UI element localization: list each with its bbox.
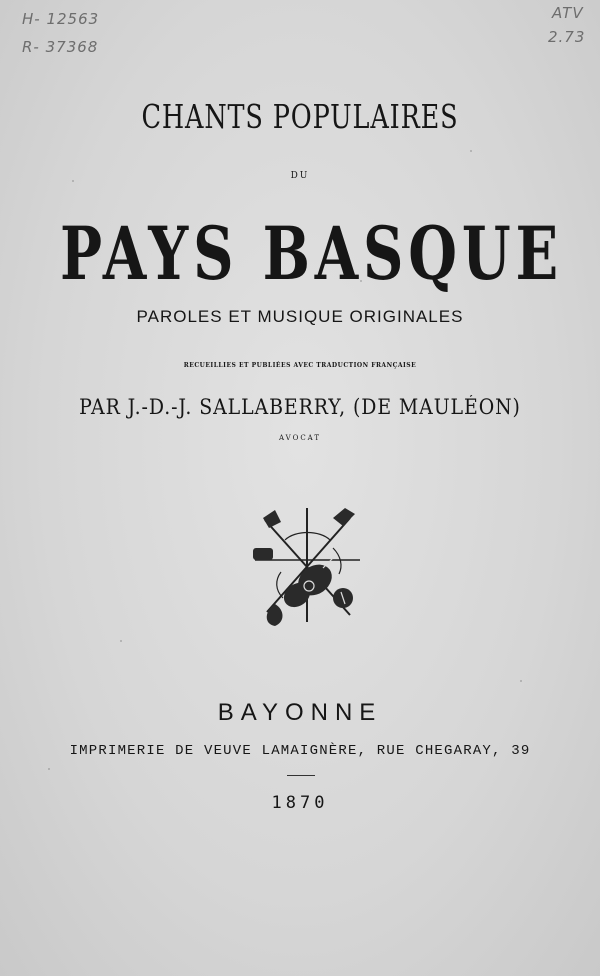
title-connector: DU [290,171,310,181]
subtitle: PAROLES ET MUSIQUE ORIGINALES [136,307,464,326]
divider [287,775,315,776]
collection-note: RECUEILLIES ET PUBLIÉES AVEC TRADUCTION FRANÇAISE [183,362,417,369]
musical-instruments-trophy-icon [245,500,370,630]
paper-speck [520,680,522,682]
author-title: AVOCAT [278,434,322,442]
publisher-city: BAYONNE [217,699,383,726]
publication-year: 1870 [271,793,329,813]
paper-speck [120,640,122,642]
printer-line: IMPRIMERIE DE VEUVE LAMAIGNÈRE, RUE CHEGARAY, 39 [69,743,531,759]
handwritten-shelfmark-1: H- 12563 [22,10,100,28]
handwritten-shelfmark-2: R- 37368 [22,38,99,56]
title-line-1: CHANTS POPULAIRES [141,97,459,136]
paper-speck [470,150,472,152]
handwritten-note-2: 2.73 [548,28,586,46]
paper-speck [48,768,50,770]
title-line-2: PAYS BASQUE [60,209,563,298]
handwritten-note-1: ATV [552,4,584,22]
author-line: PAR J.-D.-J. SALLABERRY, (DE MAULÉON) [79,395,521,419]
